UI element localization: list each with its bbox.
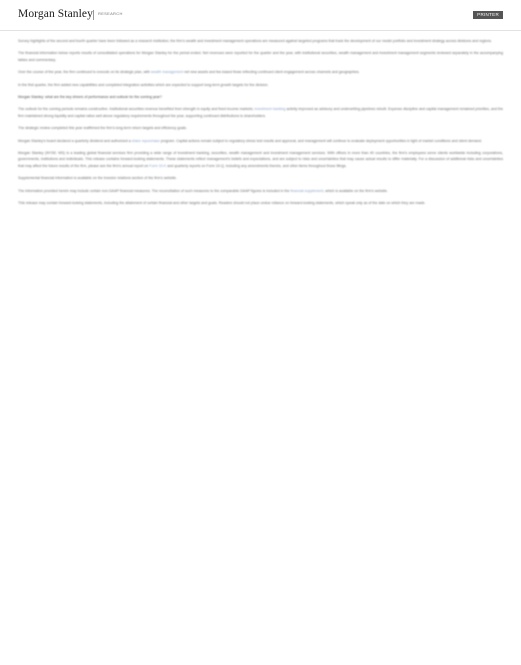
paragraph: In the first quarter, the firm added new capabilities and completed integration activities which are expected to support long-term growth targets for the division. [18, 82, 269, 87]
inline-link[interactable]: share repurchase [131, 138, 160, 143]
inline-link[interactable]: financial supplement [290, 188, 324, 193]
inline-link[interactable]: Form 10-K [149, 163, 167, 168]
print-button[interactable]: PRINTER [473, 11, 503, 19]
paragraph: The information provided herein may include certain non-GAAP financial measures. The reconciliation of such measures to the comparable GAAP figures is included in the financial supplement, which is available on the firm's website. [18, 188, 388, 193]
brand-divider [93, 10, 94, 20]
paragraph: Over the course of the year, the firm continued to execute on its strategic plan, with wealth management net new assets and fee-based flows reflecting continued client engagement across channels and geographies. [18, 70, 360, 75]
article-body [18, 38, 503, 213]
paragraph: Survey highlights of the second and fourth quarter have been followed as a research institution; the firm's wealth and investment management operations are measured against targeted programs that track the development of our model portfolio and investment strategy across divisions and regions. [18, 39, 492, 43]
brand-logo[interactable]: Morgan Stanley [18, 8, 93, 20]
inline-link[interactable]: wealth management [150, 70, 184, 75]
paragraph: The outlook for the coming periods remains constructive. Institutional securities revenue benefited from strength in equity and fixed income markets; investment banking activity improved as advisory and underwriting pipelines rebuilt. Expense discipline and capital management remained priorities, and the firm maintained strong liquidity and capital ratios well above regulatory requirements throughout the year, supporting continued distributions to shareholders. [18, 107, 503, 118]
paragraph: Morgan Stanley's board declared a quarterly dividend and authorized a share repurchase program. Capital actions remain subject to regulatory stress test results and approval, and management will continue to evaluate deployment opportunities in light of market conditions and client demand. [18, 138, 482, 143]
brand-subtitle: RESEARCH [98, 11, 123, 16]
paragraph: Morgan Stanley (NYSE: MS) is a leading global financial services firm providing a wide range of investment banking, securities, wealth management and investment management services. With offices in more than 40 countries, the firm's employees serve clients worldwide including corporations, governments, institutions and individuals. This release contains forward-looking statements. These statements reflect management's beliefs and expectations, and are subject to risks and uncertainties that may cause actual results to differ materially. For a discussion of additional risks and uncertainties that may affect the future results of the firm, please see the firm's annual report on Form 10-K and quarterly reports on Form 10-Q, including any amendments thereto, and other items throughout those filings. [18, 151, 503, 168]
inline-link[interactable]: investment banking [254, 107, 286, 112]
question-paragraph: Morgan Stanley: what are the key drivers of performance and outlook for the coming year? [18, 95, 162, 100]
paragraph: The financial information below reports results of consolidated operations for Morgan Stanley for the period ended. Net revenues were reported for the quarter and the year, with institutional securities, wealth management and investment management segments reviewed separately in the accompanying tables and commentary. [18, 51, 503, 62]
paragraph: Supplemental financial information is available on the investor relations section of the firm's website. [18, 176, 177, 181]
paragraph: The strategic review completed this year reaffirmed the firm's long-term return targets and efficiency goals. [18, 126, 187, 131]
site-header [0, 0, 521, 31]
paragraph: This release may contain forward-looking statements, including the attainment of certain financial and other targets and goals. Readers should not place undue reliance on forward-looking statements, which speak only as of the date on which they are made. [18, 201, 426, 206]
